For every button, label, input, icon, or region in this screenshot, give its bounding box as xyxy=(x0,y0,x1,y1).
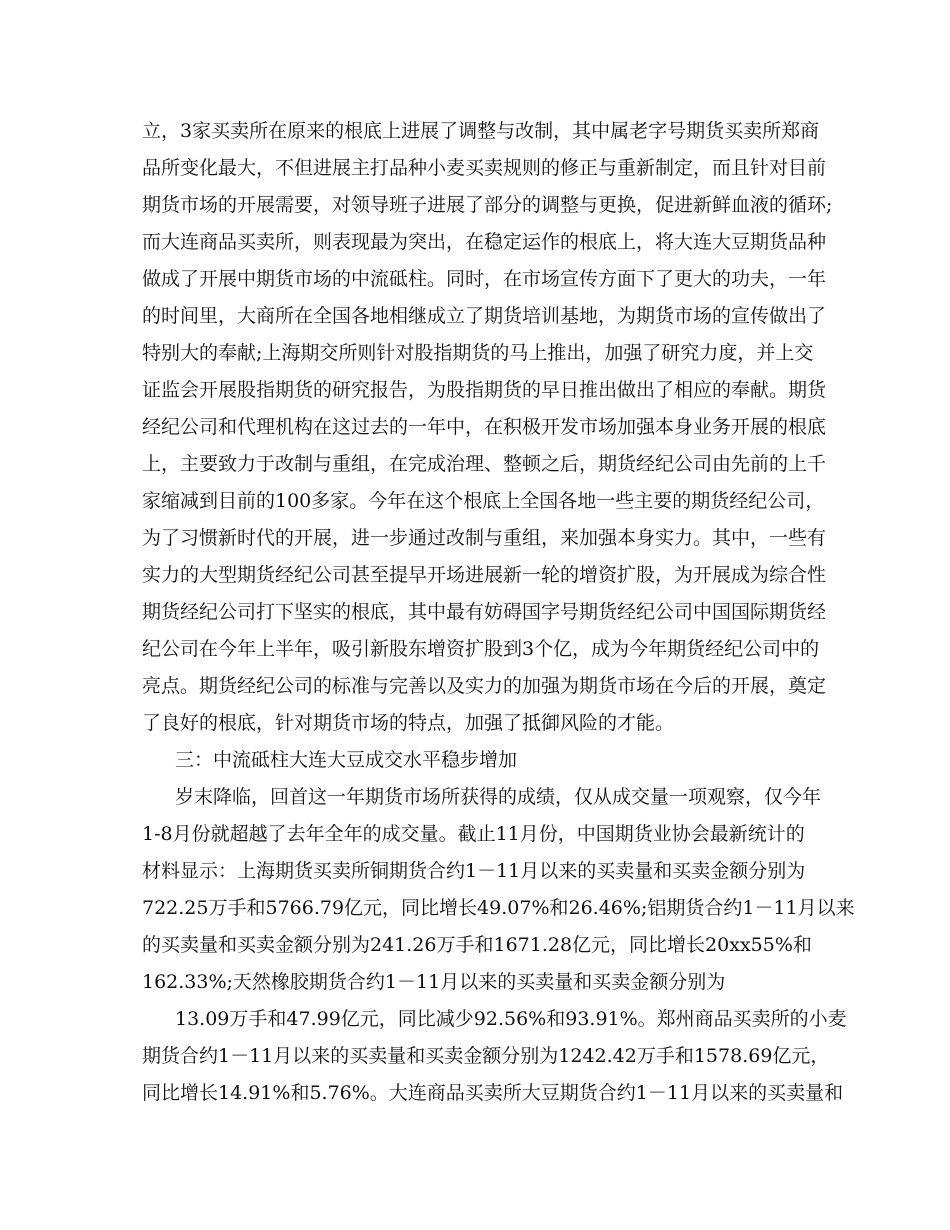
paragraph-line: 亮点。期货经纪公司的标准与完善以及实力的加强为期货市场在今后的开展，奠定 xyxy=(142,675,827,697)
paragraph-line: 1-8月份就超越了去年全年的成交量。截止11月份，中国期货业协会最新统计的 xyxy=(142,823,805,845)
paragraph-line: 期货经纪公司打下坚实的根底，其中最有妨碍国字号期货经纪公司中国国际期货经 xyxy=(142,601,827,623)
paragraph-line: 为了习惯新时代的开展，进一步通过改制与重组，来加强本身实力。其中，一些有 xyxy=(142,527,827,549)
paragraph-line: 了良好的根底，针对期货市场的特点，加强了抵御风险的才能。 xyxy=(142,712,675,734)
paragraph-line: 岁末降临，回首这一年期货市场所获得的成绩，仅从成交量一项观察，仅今年 xyxy=(175,786,822,808)
paragraph-line: 的买卖量和买卖金额分别为241.26万手和1671.28亿元，同比增长20xx55%和 xyxy=(142,934,812,956)
paragraph-line: 期货市场的开展需要，对领导班子进展了部分的调整与更换，促进新鲜血液的循环; xyxy=(142,194,833,216)
paragraph-line: 品所变化最大，不但进展主打品种小麦买卖规则的修正与重新制定，而且针对目前 xyxy=(142,157,827,179)
paragraph-line: 162.33%;天然橡胶期货合约1－11月以来的买卖量和买卖金额分别为 xyxy=(142,971,726,993)
paragraph-line: 特别大的奉献;上海期交所则针对股指期货的马上推出，加强了研究力度，并上交 xyxy=(142,342,814,364)
paragraph-line: 期货合约1－11月以来的买卖量和买卖金额分别为1242.42万手和1578.69亿元， xyxy=(142,1045,830,1067)
paragraph-line: 的时间里，大商所在全国各地相继成立了期货培训基地，为期货市场的宣传做出了 xyxy=(142,305,827,327)
paragraph-line: 上，主要致力于改制与重组，在完成治理、整顿之后，期货经纪公司由先前的上千 xyxy=(142,453,827,475)
paragraph-line: 立，3家买卖所在原来的根底上进展了调整与改制，其中属老字号期货买卖所郑商 xyxy=(142,120,820,142)
paragraph-line: 材料显示：上海期货买卖所铜期货合约1－11月以来的买卖量和买卖金额分别为 xyxy=(142,860,806,882)
paragraph-line: 家缩减到目前的100多家。今年在这个根底上全国各地一些主要的期货经纪公司， xyxy=(142,490,825,512)
paragraph-line: 13.09万手和47.99亿元，同比减少92.56%和93.91%。郑州商品买卖所的小麦 xyxy=(175,1008,847,1030)
paragraph-line: 纪公司在今年上半年，吸引新股东增资扩股到3个亿，成为今年期货经纪公司中的 xyxy=(142,638,820,660)
paragraph-line: 经纪公司和代理机构在这过去的一年中，在积极开发市场加强本身业务开展的根底 xyxy=(142,416,827,438)
section-heading: 三：中流砥柱大连大豆成交水平稳步增加 xyxy=(175,749,518,771)
paragraph-line: 722.25万手和5766.79亿元，同比增长49.07%和26.46%;铝期货合约1－11月以来 xyxy=(142,897,855,919)
paragraph-line: 同比增长14.91%和5.76%。大连商品买卖所大豆期货合约1－11月以来的买卖量和 xyxy=(142,1082,844,1104)
paragraph-line: 实力的大型期货经纪公司甚至提早开场进展新一轮的增资扩股，为开展成为综合性 xyxy=(142,564,827,586)
paragraph-line: 做成了开展中期货市场的中流砥柱。同时，在市场宣传方面下了更大的功夫，一年 xyxy=(142,268,827,290)
paragraph-line: 而大连商品买卖所，则表现最为突出，在稳定运作的根底上，将大连大豆期货品种 xyxy=(142,231,827,253)
paragraph-line: 证监会开展股指期货的研究报告，为股指期货的早日推出做出了相应的奉献。期货 xyxy=(142,379,827,401)
